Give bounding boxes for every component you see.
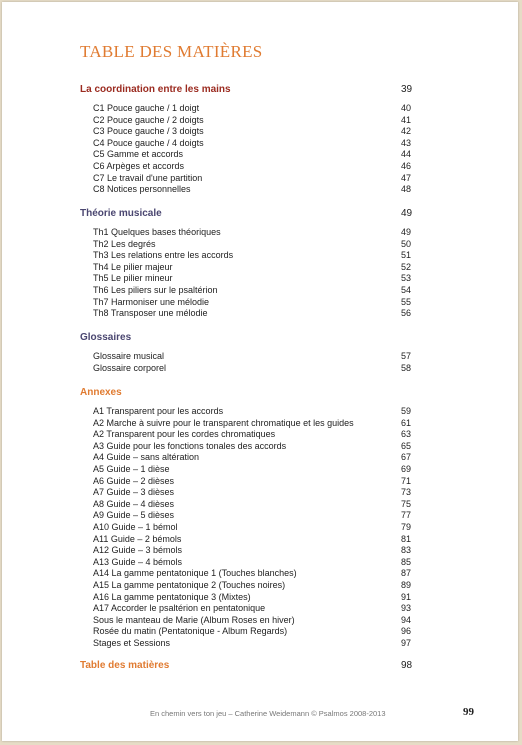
toc-entry-title: A2 Marche à suivre pour le transparent chromatique et les guides — [93, 417, 354, 428]
toc-entry-page-number: 55 — [401, 296, 412, 307]
toc-entry-page-number: 77 — [401, 510, 412, 521]
toc-entry — [93, 149, 412, 160]
toc-entry — [93, 227, 412, 238]
toc-entry-page-number: 49 — [401, 227, 412, 237]
toc-entry-page-number: 87 — [401, 568, 412, 579]
toc-entry — [93, 250, 412, 261]
toc-entry — [93, 273, 412, 284]
toc-entry — [93, 261, 412, 273]
toc-entry — [93, 429, 412, 440]
toc-entry-title: A6 Guide – 2 dièses — [93, 475, 175, 486]
toc-entry-title: Th7 Harmoniser une mélodie — [93, 296, 210, 307]
toc-entry-title: Th8 Transposer une mélodie — [93, 308, 208, 319]
toc-entry-title: Stages et Sessions — [93, 638, 171, 648]
toc-entry-page-number: 97 — [401, 638, 412, 648]
toc-entry-page-number: 71 — [401, 475, 412, 486]
toc-entry — [93, 475, 412, 487]
toc-entry-page-number: 44 — [401, 149, 412, 160]
section-title: Table des matières — [80, 660, 170, 671]
toc-entry-page-number: 93 — [401, 603, 412, 614]
toc-entry-title: C5 Gamme et accords — [93, 149, 184, 160]
toc-entry — [93, 440, 412, 452]
toc-entry-page-number: 42 — [401, 126, 412, 137]
toc-entry-title: A4 Guide – sans altération — [93, 452, 200, 463]
toc-entry-page-number: 52 — [401, 261, 412, 272]
toc-entry-page-number: 47 — [401, 172, 412, 183]
section-title: Théorie musicale — [80, 208, 162, 219]
toc-entry-title: C8 Notices personnelles — [93, 184, 191, 195]
toc-entry-page-number: 53 — [401, 273, 412, 284]
toc-entry-title: Th3 Les relations entre les accords — [93, 250, 234, 261]
toc-entry-page-number: 59 — [401, 406, 412, 416]
section-page-number: 49 — [401, 208, 413, 219]
toc-entry-page-number: 57 — [401, 351, 412, 361]
toc-entry — [93, 510, 412, 521]
section-heading — [80, 660, 413, 671]
toc-entry-page-number: 81 — [401, 533, 412, 544]
toc-entry — [93, 103, 412, 114]
toc-entry-page-number: 94 — [401, 614, 412, 625]
toc-entry-page-number: 51 — [401, 250, 412, 261]
toc-entry — [93, 417, 412, 429]
toc-entry-title: A12 Guide – 3 bémols — [93, 545, 183, 556]
toc-entry — [93, 568, 412, 579]
toc-entry-page-number: 48 — [401, 184, 412, 195]
toc-entry — [93, 452, 412, 463]
toc-entry — [93, 580, 412, 591]
toc-entry-title: Th5 Le pilier mineur — [93, 273, 173, 284]
page-number: 99 — [463, 706, 474, 718]
section-page-number: 39 — [401, 84, 413, 95]
section-title: Annexes — [80, 387, 122, 398]
toc-entry — [93, 638, 412, 649]
toc-entry-title: A1 Transparent pour les accords — [93, 406, 224, 416]
toc-entry-title: A16 La gamme pentatonique 3 (Mixtes) — [93, 591, 251, 602]
toc-entry-page-number: 46 — [401, 161, 412, 171]
toc-entry-title: A5 Guide – 1 dièse — [93, 464, 170, 474]
section-heading — [80, 387, 408, 398]
toc-entry-page-number: 75 — [401, 498, 412, 509]
toc-entry-title: Th2 Les degrés — [93, 238, 156, 249]
toc-entry — [93, 591, 412, 603]
toc-entry — [93, 308, 412, 319]
page-title: TABLE DES MATIÈRES — [80, 42, 263, 61]
toc-entry — [93, 522, 412, 533]
toc-entry — [93, 184, 412, 195]
toc-entry — [93, 406, 412, 417]
toc-entry — [93, 533, 412, 545]
toc-entry-page-number: 43 — [401, 137, 412, 148]
toc-entry — [93, 351, 412, 362]
toc-entry-title: A13 Guide – 4 bémols — [93, 556, 183, 567]
toc-entry — [93, 114, 412, 126]
toc-entry-page-number: 63 — [401, 429, 412, 440]
toc-entry-title: Glossaire musical — [93, 351, 165, 361]
toc-entry-page-number: 69 — [401, 464, 412, 474]
toc-entry-title: Glossaire corporel — [93, 362, 167, 373]
toc-entry — [93, 126, 412, 137]
toc-entry — [93, 487, 412, 498]
toc-entry-title: A10 Guide – 1 bémol — [93, 522, 178, 532]
toc-entry — [93, 626, 412, 637]
toc-entry-title: A9 Guide – 5 dièses — [93, 510, 175, 521]
toc-entry-page-number: 89 — [401, 580, 412, 590]
toc-entry-title: C2 Pouce gauche / 2 doigts — [93, 114, 204, 125]
toc-entry — [93, 238, 412, 250]
toc-entry-title: A2 Transparent pour les cordes chromatiques — [93, 429, 276, 440]
toc-entry-page-number: 58 — [401, 362, 412, 373]
toc-entry-page-number: 79 — [401, 522, 412, 532]
section-heading — [80, 208, 413, 219]
toc-entry-title: Rosée du matin (Pentatonique - Album Regards) — [93, 626, 288, 637]
section-heading — [80, 332, 408, 343]
toc-entry-page-number: 54 — [401, 285, 412, 295]
toc-entry — [93, 545, 412, 556]
toc-entry-page-number: 65 — [401, 440, 412, 451]
toc-entry-title: A8 Guide – 4 dièses — [93, 498, 175, 509]
toc-entry — [93, 498, 412, 510]
toc-entry-title: C6 Arpèges et accords — [93, 161, 185, 171]
toc-entry-page-number: 85 — [401, 556, 412, 567]
toc-entry-title: Th1 Quelques bases théoriques — [93, 227, 221, 237]
toc-entry — [93, 464, 412, 475]
toc-entry-page-number: 56 — [401, 308, 412, 319]
toc-entry-title: C1 Pouce gauche / 1 doigt — [93, 103, 200, 113]
toc-entry-page-number: 61 — [401, 417, 412, 428]
toc-entry — [93, 285, 412, 296]
toc-entry-title: A3 Guide pour les fonctions tonales des accords — [93, 440, 287, 451]
toc-entry-title: Th4 Le pilier majeur — [93, 261, 173, 272]
document-page — [2, 2, 518, 741]
toc-entry-title: C4 Pouce gauche / 4 doigts — [93, 137, 204, 148]
toc-entry-page-number: 41 — [401, 114, 412, 125]
toc-entry — [93, 603, 412, 614]
toc-entry — [93, 362, 412, 374]
toc-entry-page-number: 91 — [401, 591, 412, 602]
section-heading — [80, 84, 413, 95]
toc-entry-title: A17 Accorder le psaltérion en pentatonique — [93, 603, 266, 614]
toc-entry-page-number: 40 — [401, 103, 412, 113]
toc-entry — [93, 556, 412, 568]
toc-entry — [93, 161, 412, 172]
toc-entry — [93, 296, 412, 308]
toc-entry-title: Th6 Les piliers sur le psaltérion — [93, 285, 218, 295]
section-title: Glossaires — [80, 332, 132, 343]
toc-entry — [93, 172, 412, 184]
page-footer: En chemin vers ton jeu – Catherine Weidemann © Psalmos 2008-2013 — [150, 709, 386, 718]
toc-entry — [93, 614, 412, 626]
toc-entry-title: A7 Guide – 3 dièses — [93, 487, 175, 498]
toc-entry-title: C3 Pouce gauche / 3 doigts — [93, 126, 204, 137]
toc-entry-page-number: 50 — [401, 238, 412, 249]
toc-entry-page-number: 73 — [401, 487, 412, 498]
toc-entry-title: C7 Le travail d'une partition — [93, 172, 203, 183]
toc-entry — [93, 137, 412, 149]
toc-entry-page-number: 83 — [401, 545, 412, 556]
section-title: La coordination entre les mains — [80, 84, 231, 95]
toc-entry-title: Sous le manteau de Marie (Album Roses en hiver) — [93, 614, 295, 625]
toc-entry-page-number: 67 — [401, 452, 412, 463]
toc-entry-title: A15 La gamme pentatonique 2 (Touches noires) — [93, 580, 286, 590]
toc-entry-title: A11 Guide – 2 bémols — [93, 533, 182, 544]
section-page-number: 98 — [401, 660, 413, 671]
toc-entry-title: A14 La gamme pentatonique 1 (Touches blanches) — [93, 568, 297, 579]
toc-entry-page-number: 96 — [401, 626, 412, 637]
